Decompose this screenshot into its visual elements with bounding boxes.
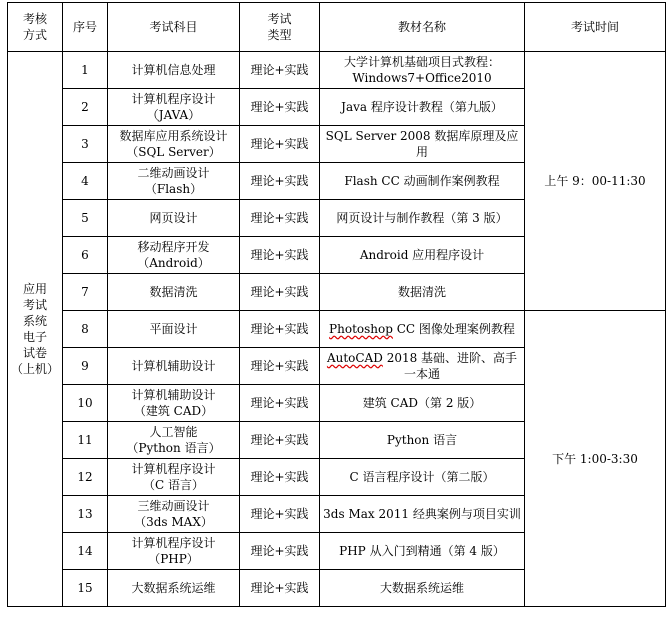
cell-text-line: 理论+实践 xyxy=(250,285,309,299)
cell-text-line: 9 xyxy=(81,359,89,373)
textbook-cell xyxy=(320,89,525,126)
subject-cell xyxy=(108,348,240,385)
cell-text-line: 理论+实践 xyxy=(250,359,309,373)
textbook-cell xyxy=(320,422,525,459)
textbook-cell xyxy=(320,533,525,570)
seq-cell xyxy=(63,126,108,163)
cell-text-line: Java 程序设计教程（第九版） xyxy=(341,100,503,114)
subject-cell xyxy=(108,496,240,533)
cell-text-line: 理论+实践 xyxy=(250,544,309,558)
cell-text-line: 电子 xyxy=(22,330,47,344)
textbook-cell xyxy=(320,348,525,385)
seq-cell xyxy=(63,311,108,348)
cell-text-line: Flash CC 动画制作案例教程 xyxy=(344,174,500,188)
subject-cell xyxy=(108,274,240,311)
cell-text-line: 计算机辅助设计 xyxy=(131,359,216,373)
header-time: 考试时间 xyxy=(525,3,666,52)
type-cell xyxy=(240,311,320,348)
cell-text-line: 理论+实践 xyxy=(250,100,309,114)
cell-text-line: 3 xyxy=(81,137,89,151)
cell-text-line: 建筑 CAD（第 2 版） xyxy=(362,396,482,410)
table-row xyxy=(8,311,666,348)
subject-cell xyxy=(108,237,240,274)
cell-text-line: （PHP） xyxy=(148,552,199,566)
cell-text-line xyxy=(322,350,522,382)
seq-cell xyxy=(63,570,108,607)
seq-cell xyxy=(63,533,108,570)
subject-cell xyxy=(108,89,240,126)
cell-text-line: 理论+实践 xyxy=(250,322,309,336)
seq-cell xyxy=(63,422,108,459)
subject-cell xyxy=(108,533,240,570)
textbook-cell xyxy=(320,385,525,422)
cell-text-line: 移动程序开发 xyxy=(137,240,210,254)
cell-text-line: 11 xyxy=(77,433,93,447)
subject-cell xyxy=(108,126,240,163)
cell-text-line: PHP 从入门到精通（第 4 版） xyxy=(339,544,505,558)
type-cell xyxy=(240,385,320,422)
cell-text-line: 计算机信息处理 xyxy=(131,63,216,77)
cell-text-line: 数据清洗 xyxy=(397,285,446,299)
textbook-title-rest: 2018 基础、进阶、高手一本通 xyxy=(386,351,518,381)
type-cell xyxy=(240,163,320,200)
cell-text-line: Windows7+Office2010 xyxy=(352,71,492,85)
cell-text-line: 理论+实践 xyxy=(250,470,309,484)
cell-text-line: 1 xyxy=(81,63,89,77)
seq-cell xyxy=(63,348,108,385)
cell-text-line: 网页设计 xyxy=(149,211,198,225)
seq-cell xyxy=(63,163,108,200)
exam-time-cell xyxy=(525,311,666,607)
cell-text-line: 三维动画设计 xyxy=(137,499,210,513)
cell-text-line: （SQL Server） xyxy=(126,145,221,159)
textbook-cell xyxy=(320,237,525,274)
header-textbook: 教材名称 xyxy=(320,3,525,52)
subject-cell xyxy=(108,422,240,459)
cell-text-line: 大数据系统运维 xyxy=(131,581,216,595)
type-cell xyxy=(240,459,320,496)
cell-text-line: 理论+实践 xyxy=(250,507,309,521)
exam-mode-cell xyxy=(8,52,63,607)
type-cell xyxy=(240,570,320,607)
cell-text-line: （Python 语言） xyxy=(126,441,221,455)
cell-text-line xyxy=(322,321,522,337)
type-cell xyxy=(240,274,320,311)
cell-text-line: 理论+实践 xyxy=(250,396,309,410)
cell-text-line: 理论+实践 xyxy=(250,174,309,188)
cell-text-line: 计算机程序设计 xyxy=(131,462,216,476)
type-cell xyxy=(240,126,320,163)
cell-text-line: （JAVA） xyxy=(146,108,201,122)
cell-text-line: 系统 xyxy=(22,314,47,328)
cell-text-line: 理论+实践 xyxy=(250,211,309,225)
header-seq: 序号 xyxy=(63,3,108,52)
cell-text-line: 2 xyxy=(81,100,89,114)
header-exam-mode: 考核 方式 xyxy=(8,3,63,52)
seq-cell xyxy=(63,237,108,274)
type-cell xyxy=(240,52,320,89)
cell-text-line: 理论+实践 xyxy=(250,581,309,595)
cell-text-line: 15 xyxy=(77,581,93,595)
textbook-cell xyxy=(320,200,525,237)
cell-text-line: Android 应用程序设计 xyxy=(359,248,485,262)
cell-text-line: （建筑 CAD） xyxy=(133,404,214,418)
cell-text-line: 人工智能 xyxy=(149,425,198,439)
cell-text-line: 试卷 xyxy=(22,346,47,360)
type-cell xyxy=(240,422,320,459)
header-type: 考试 类型 xyxy=(240,3,320,52)
type-cell xyxy=(240,533,320,570)
cell-text-line: 应用 xyxy=(22,282,47,296)
type-cell xyxy=(240,496,320,533)
cell-text-line: 计算机程序设计 xyxy=(131,536,216,550)
cell-text-line: Python 语言 xyxy=(386,433,458,447)
subject-cell xyxy=(108,570,240,607)
cell-text-line: 5 xyxy=(81,211,89,225)
cell-text-line: （Flash） xyxy=(144,182,203,196)
subject-cell xyxy=(108,200,240,237)
cell-text-line: 网页设计与制作教程（第 3 版） xyxy=(336,211,508,225)
cell-text-line: 理论+实践 xyxy=(250,63,309,77)
cell-text-line: 数据清洗 xyxy=(149,285,198,299)
exam-time-cell xyxy=(525,52,666,311)
textbook-cell xyxy=(320,496,525,533)
subject-cell xyxy=(108,385,240,422)
seq-cell xyxy=(63,89,108,126)
cell-text-line: 计算机辅助设计 xyxy=(131,388,216,402)
subject-cell xyxy=(108,163,240,200)
cell-text-line: 6 xyxy=(81,248,89,262)
cell-text-line: C 语言程序设计（第二版） xyxy=(349,470,495,484)
spellcheck-underlined-word: Photoshop xyxy=(329,322,393,336)
table-row xyxy=(8,52,666,89)
seq-cell xyxy=(63,459,108,496)
cell-text-line: 大数据系统运维 xyxy=(379,581,464,595)
cell-text-line: 下午 1:00-3:30 xyxy=(552,451,638,466)
seq-cell xyxy=(63,496,108,533)
textbook-title-rest: CC 图像处理案例教程 xyxy=(396,322,515,336)
cell-text-line: 二维动画设计 xyxy=(137,166,210,180)
seq-cell xyxy=(63,274,108,311)
cell-text-line: 理论+实践 xyxy=(250,137,309,151)
textbook-cell xyxy=(320,52,525,89)
cell-text-line: 平面设计 xyxy=(149,322,198,336)
textbook-cell xyxy=(320,459,525,496)
cell-text-line: 12 xyxy=(77,470,93,484)
subject-cell xyxy=(108,459,240,496)
type-cell xyxy=(240,200,320,237)
spellcheck-underlined-word: AutoCAD xyxy=(326,351,383,365)
cell-text-line: 14 xyxy=(77,544,93,558)
cell-text-line: 考试 xyxy=(22,298,47,312)
cell-text-line: 4 xyxy=(81,174,89,188)
cell-text-line: （上机） xyxy=(10,362,59,376)
cell-text-line: 13 xyxy=(77,507,93,521)
header-row xyxy=(8,3,666,52)
textbook-cell xyxy=(320,163,525,200)
cell-text-line: 7 xyxy=(81,285,89,299)
cell-text-line: （C 语言） xyxy=(143,478,204,492)
textbook-cell xyxy=(320,126,525,163)
textbook-cell xyxy=(320,311,525,348)
cell-text-line: 8 xyxy=(81,322,89,336)
cell-text-line: 理论+实践 xyxy=(250,248,309,262)
cell-text-line: 理论+实践 xyxy=(250,433,309,447)
seq-cell xyxy=(63,200,108,237)
header-subject: 考试科目 xyxy=(108,3,240,52)
textbook-cell xyxy=(320,274,525,311)
exam-schedule-table xyxy=(7,2,666,607)
cell-text-line: 计算机程序设计 xyxy=(131,92,216,106)
cell-text-line: 数据库应用系统设计 xyxy=(119,129,228,143)
type-cell xyxy=(240,348,320,385)
seq-cell xyxy=(63,385,108,422)
cell-text-line: 10 xyxy=(77,396,93,410)
cell-text-line: （3ds MAX） xyxy=(134,515,213,529)
cell-text-line: 3ds Max 2011 经典案例与项目实训 xyxy=(323,507,521,521)
cell-text-line: 上午 9：00-11:30 xyxy=(544,174,646,188)
subject-cell xyxy=(108,311,240,348)
seq-cell xyxy=(63,52,108,89)
cell-text-line: SQL Server 2008 数据库原理及应用 xyxy=(325,129,519,159)
cell-text-line: （Android） xyxy=(137,256,210,270)
cell-text-line: 大学计算机基础项目式教程： xyxy=(343,55,500,69)
textbook-cell xyxy=(320,570,525,607)
subject-cell xyxy=(108,52,240,89)
type-cell xyxy=(240,237,320,274)
type-cell xyxy=(240,89,320,126)
